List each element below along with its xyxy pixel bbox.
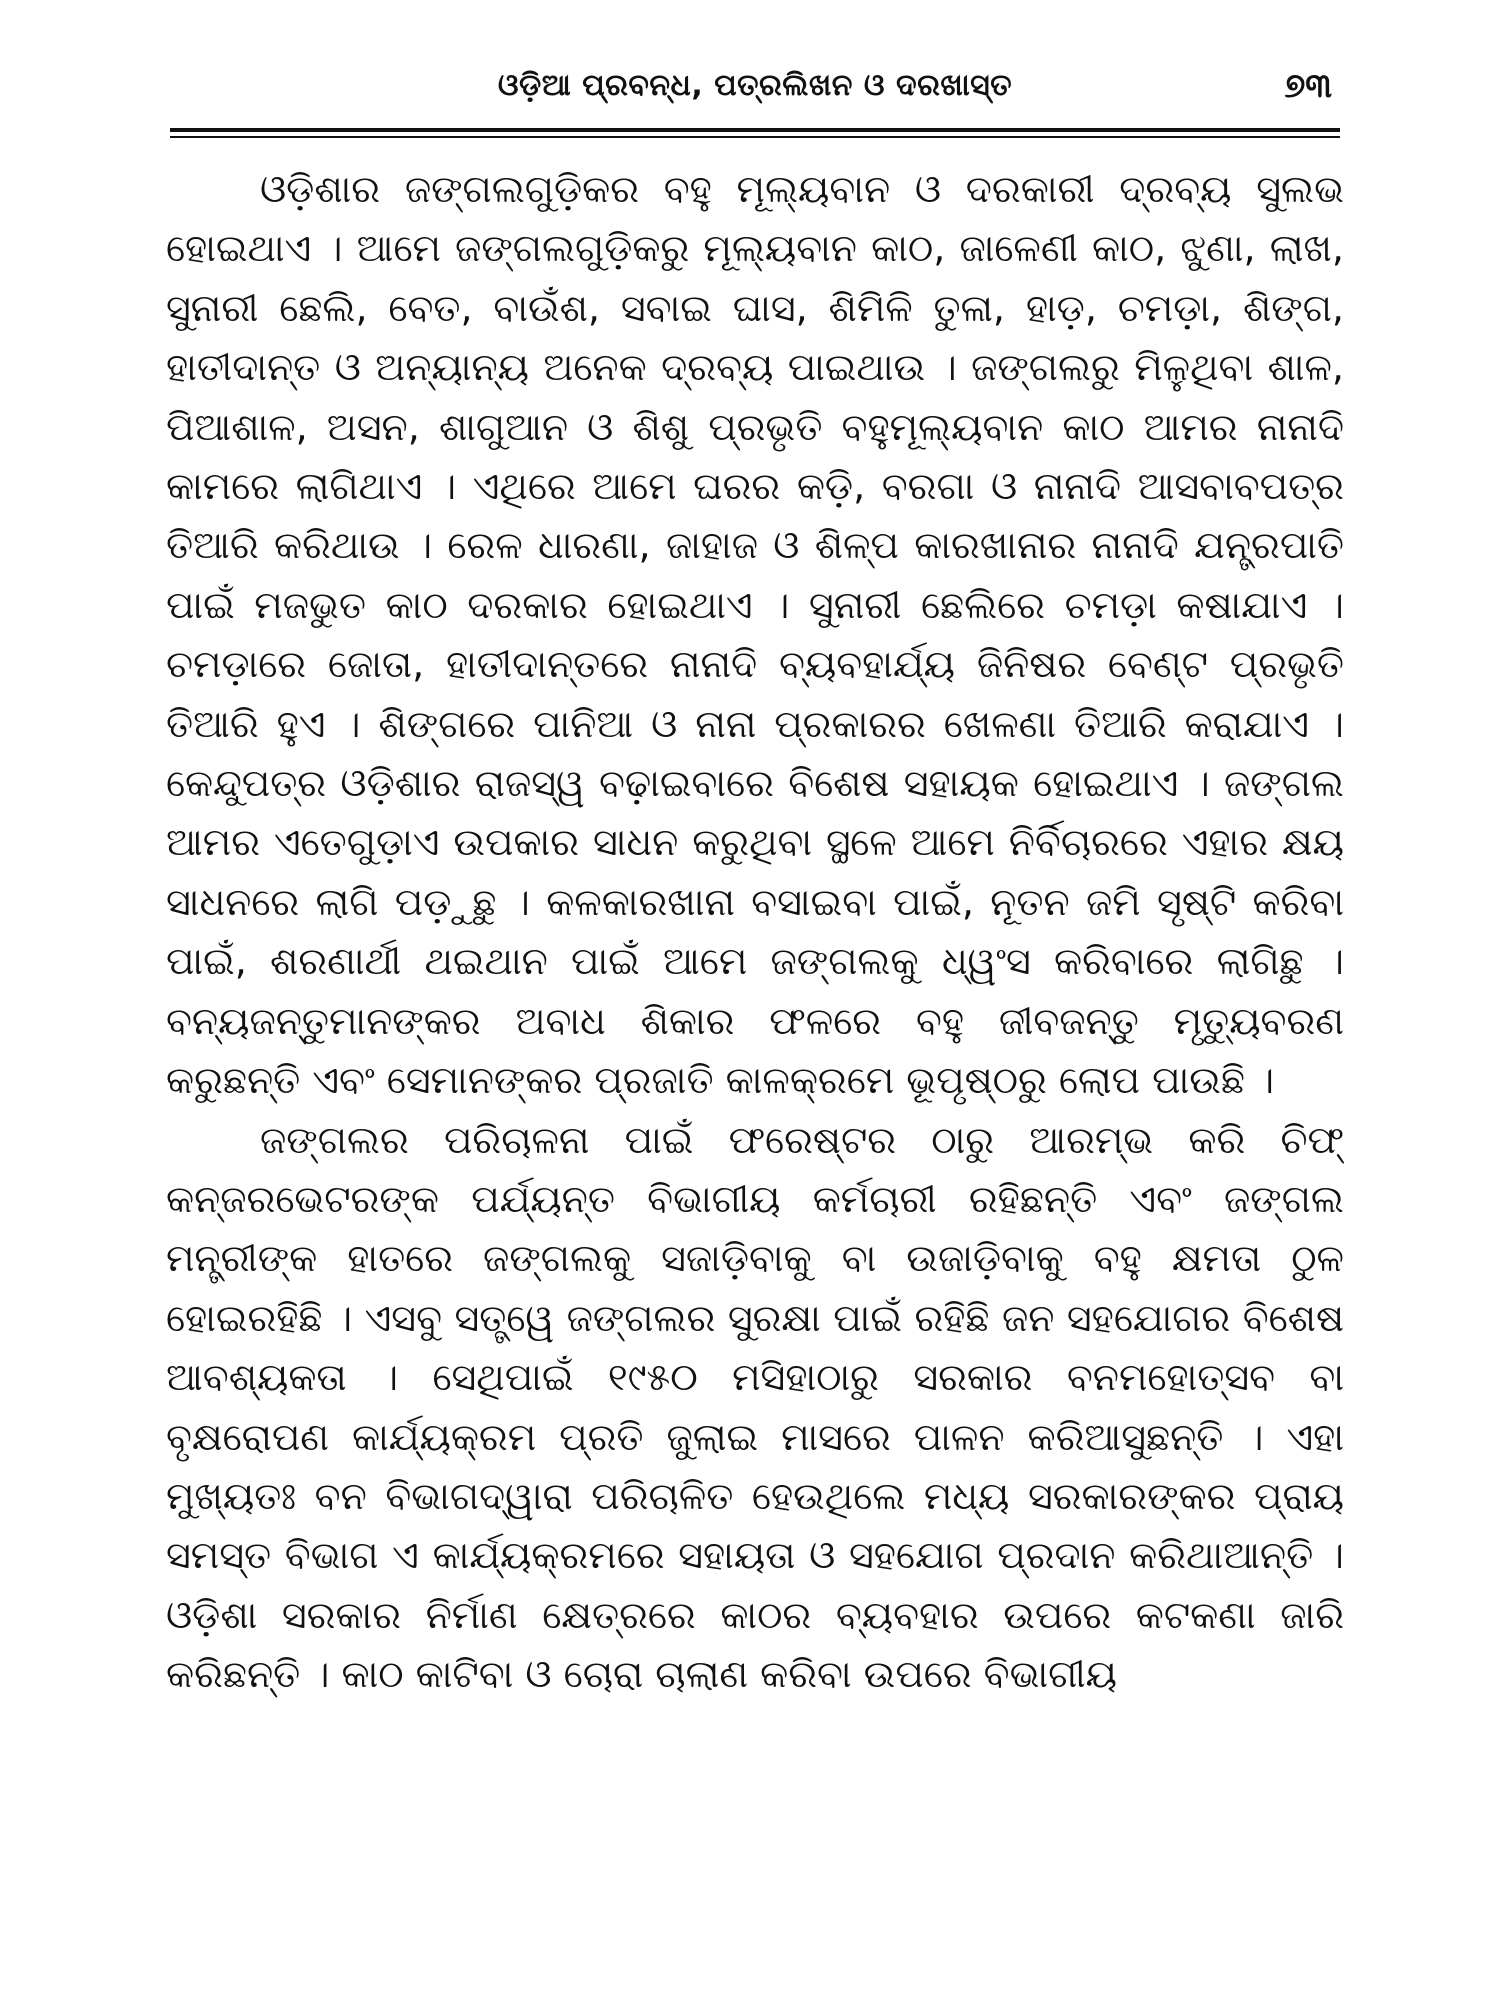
page-number: ୭୩ <box>1284 66 1332 106</box>
header-rule-thick <box>170 128 1340 132</box>
paragraph-forest-management: ଜଙ୍ଗଲର ପରିଚାଳନା ପାଇଁ ଫରେଷ୍ଟର ଠାରୁ ଆରମ୍ଭ କରି ଚିଫ୍ କନ୍‌ଜରଭେଟରଙ୍କ ପର୍ଯ୍ୟନ୍ତ ବିଭାଗୀୟ କର୍ମଚାରୀ ରହିଛନ୍ତି ଏବଂ ଜଙ୍ଗଲ ମନ୍ତ୍ରୀଙ୍କ ହାତରେ ଜଙ୍ଗଲକୁ ସଜାଡ଼ିବାକୁ ବା ଉଜାଡ଼ିବାକୁ ବହୁ କ୍ଷମତା ଠୁଳ ହୋଇରହିଛି । ଏସବୁ ସତ୍ତ୍ୱେ ଜଙ୍ଗଲର ସୁରକ୍ଷା ପାଇଁ ରହିଛି ଜନ ସହଯୋଗର ବିଶେଷ ଆବଶ୍ୟକତା । ସେଥିପାଇଁ ୧୯୫୦ ମସିହାଠାରୁ ସରକାର ବନମହୋତ୍ସବ ବା ବୃକ୍ଷରୋପଣ କାର୍ଯ୍ୟକ୍ରମ ପ୍ରତି ଜୁଲାଇ ମାସରେ ପାଳନ କରିଆସୁଛନ୍ତି । ଏହା ମୁଖ୍ୟତଃ ବନ ବିଭାଗଦ୍ୱାରା ପରିଚାଳିତ ହେଉଥିଲେ ମଧ୍ୟ ସରକାରଙ୍କର ପ୍ରାୟ ସମସ୍ତ ବିଭାଗ ଏ କାର୍ଯ୍ୟକ୍ରମରେ ସହାୟତା ଓ ସହଯୋଗ ପ୍ରଦାନ କରିଥାଆନ୍ତି । ଓଡ଼ିଶା ସରକାର ନିର୍ମାଣ କ୍ଷେତ୍ରରେ କାଠର ବ୍ୟବହାର ଉପରେ କଟକଣା ଜାରି କରିଛନ୍ତି । କାଠ କାଟିବା ଓ ଚୋରା ଚାଲାଣ କରିବା ଉପରେ ବିଭାଗୀୟ <box>166 1117 1344 1697</box>
header-rule-thin <box>170 136 1340 138</box>
paragraph-forest-resources: ଓଡ଼ିଶାର ଜଙ୍ଗଲଗୁଡ଼ିକର ବହୁ ମୂଲ୍ୟବାନ ଓ ଦରକାରୀ ଦ୍ରବ୍ୟ ସୁଲଭ ହୋଇଥାଏ । ଆମେ ଜଙ୍ଗଲଗୁଡ଼ିକରୁ ମୂଲ୍ୟବାନ କାଠ, ଜାଳେଣୀ କାଠ, ଝୁଣା, ଲାଖ, ସୁନାରୀ ଛେଲି, ବେତ, ବାଉଁଶ, ସବାଇ ଘାସ, ଶିମିଳି ତୁଳା, ହାଡ଼, ଚମଡ଼ା, ଶିଙ୍ଗ, ହାତୀଦାନ୍ତ ଓ ଅନ୍ୟାନ୍ୟ ଅନେକ ଦ୍ରବ୍ୟ ପାଇଥାଉ । ଜଙ୍ଗଲରୁ ମିଳୁଥିବା ଶାଳ, ପିଆଶାଳ, ଅସନ, ଶାଗୁଆନ ଓ ଶିଶୁ ପ୍ରଭୃତି ବହୁମୂଲ୍ୟବାନ କାଠ ଆମର ନାନାଦି କାମରେ ଲାଗିଥାଏ । ଏଥିରେ ଆମେ ଘରର କଡ଼ି, ବରଗା ଓ ନାନାଦି ଆସବାବପତ୍ର ତିଆରି କରିଥାଉ । ରେଳ ଧାରଣା, ଜାହାଜ ଓ ଶିଳ୍ପ କାରଖାନାର ନାନାଦି ଯନ୍ତ୍ରପାତି ପାଇଁ ମଜଭୁତ କାଠ ଦରକାର ହୋଇଥାଏ । ସୁନାରୀ ଛେଲିରେ ଚମଡ଼ା କଷାଯାଏ । ଚମଡ଼ାରେ ଜୋତା, ହାତୀଦାନ୍ତରେ ନାନାଦି ବ୍ୟବହାର୍ଯ୍ୟ ଜିନିଷର ବେଣ୍ଟ ପ୍ରଭୃତି ତିଆରି ହୁଏ । ଶିଙ୍ଗରେ ପାନିଆ ଓ ନାନା ପ୍ରକାରର ଖେଳଣା ତିଆରି କରାଯାଏ । କେନ୍ଦୁପତ୍ର ଓଡ଼ିଶାର ରାଜସ୍ୱ ବଢ଼ାଇବାରେ ବିଶେଷ ସହାୟକ ହୋଇଥାଏ । ଜଙ୍ଗଲ ଆମର ଏତେଗୁଡ଼ାଏ ଉପକାର ସାଧନ କରୁଥିବା ସ୍ଥଳେ ଆମେ ନିର୍ବିଚାରରେ ଏହାର କ୍ଷୟ ସାଧନରେ ଲାଗି ପଡ଼ୁଛୁ । କଳକାରଖାନା ବସାଇବା ପାଇଁ, ନୂତନ ଜମି ସୃଷ୍ଟି କରିବା ପାଇଁ, ଶରଣାର୍ଥୀ ଥଇଥାନ ପାଇଁ ଆମେ ଜଙ୍ଗଲକୁ ଧ୍ୱଂସ କରିବାରେ ଲାଗିଛୁ । ବନ୍ୟଜନ୍ତୁମାନଙ୍କର ଅବାଧ ଶିକାର ଫଳରେ ବହୁ ଜୀବଜନ୍ତୁ ମୃତ୍ୟୁବରଣ କରୁଛନ୍ତି ଏବଂ ସେମାନଙ୍କର ପ୍ରଜାତି କାଳକ୍ରମେ ଭୂପୃଷ୍ଠରୁ ଲୋପ ପାଉଛି । <box>166 167 1344 1103</box>
running-title: ଓଡ଼ିଆ ପ୍ରବନ୍ଧ, ପତ୍ରଲିଖନ ଓ ଦରଖାସ୍ତ <box>497 68 1013 103</box>
page-header <box>170 62 1340 132</box>
body-text <box>166 160 1344 1705</box>
